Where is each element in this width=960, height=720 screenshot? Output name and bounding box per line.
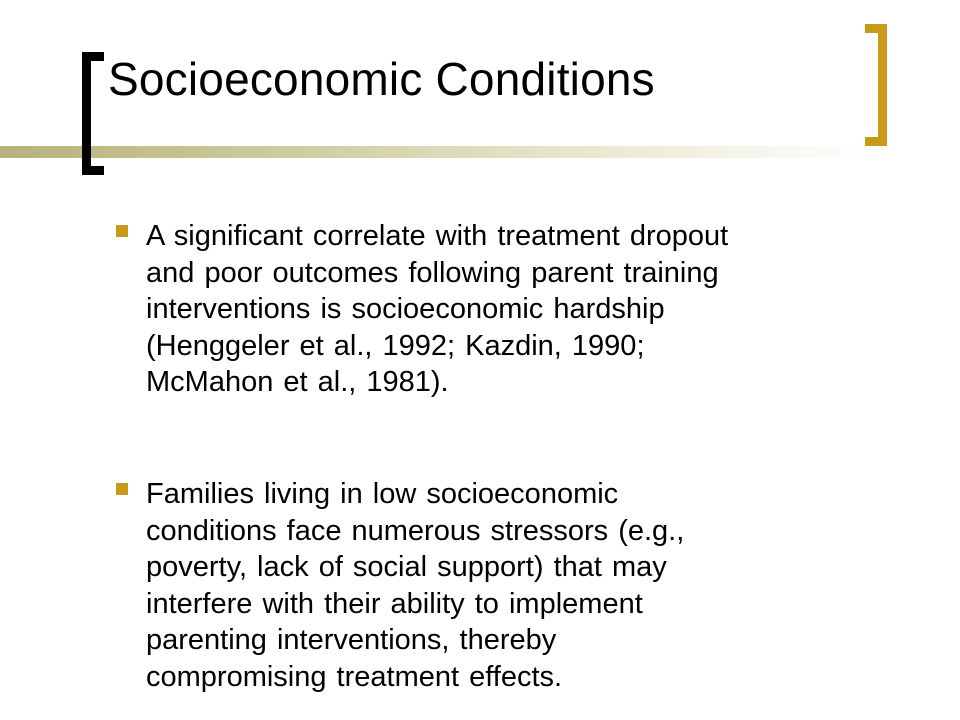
bullet-line: parenting interventions, thereby	[146, 624, 557, 656]
square-bullet-icon	[116, 483, 128, 495]
bullet-line: McMahon et al., 1981).	[146, 366, 449, 398]
bullet-line: conditions face numerous stressors (e.g.,	[146, 514, 685, 547]
bullet-text	[146, 476, 906, 695]
bullet-line: (Henggeler et al., 1992; Kazdin, 1990;	[146, 329, 645, 362]
bullet-line: interfere with their ability to implement	[146, 587, 643, 620]
left-bracket-decoration	[82, 52, 91, 175]
square-bullet-icon	[116, 225, 128, 237]
bullet-line: A significant correlate with treatment dropout	[146, 220, 729, 252]
bullet-line: Families living in low socioeconomic	[146, 478, 619, 510]
title-underline-rule	[0, 146, 868, 158]
bullet-line: poverty, lack of social support) that may	[146, 551, 667, 583]
bullet-line: and poor outcomes following parent training	[146, 256, 719, 289]
bullet-text	[146, 218, 906, 401]
bullet-line: interventions is socioeconomic hardship	[146, 293, 665, 325]
slide-title: Socioeconomic Conditions	[108, 53, 655, 105]
right-bracket-decoration	[878, 24, 887, 146]
bullet-line: compromising treatment effects.	[146, 660, 563, 693]
